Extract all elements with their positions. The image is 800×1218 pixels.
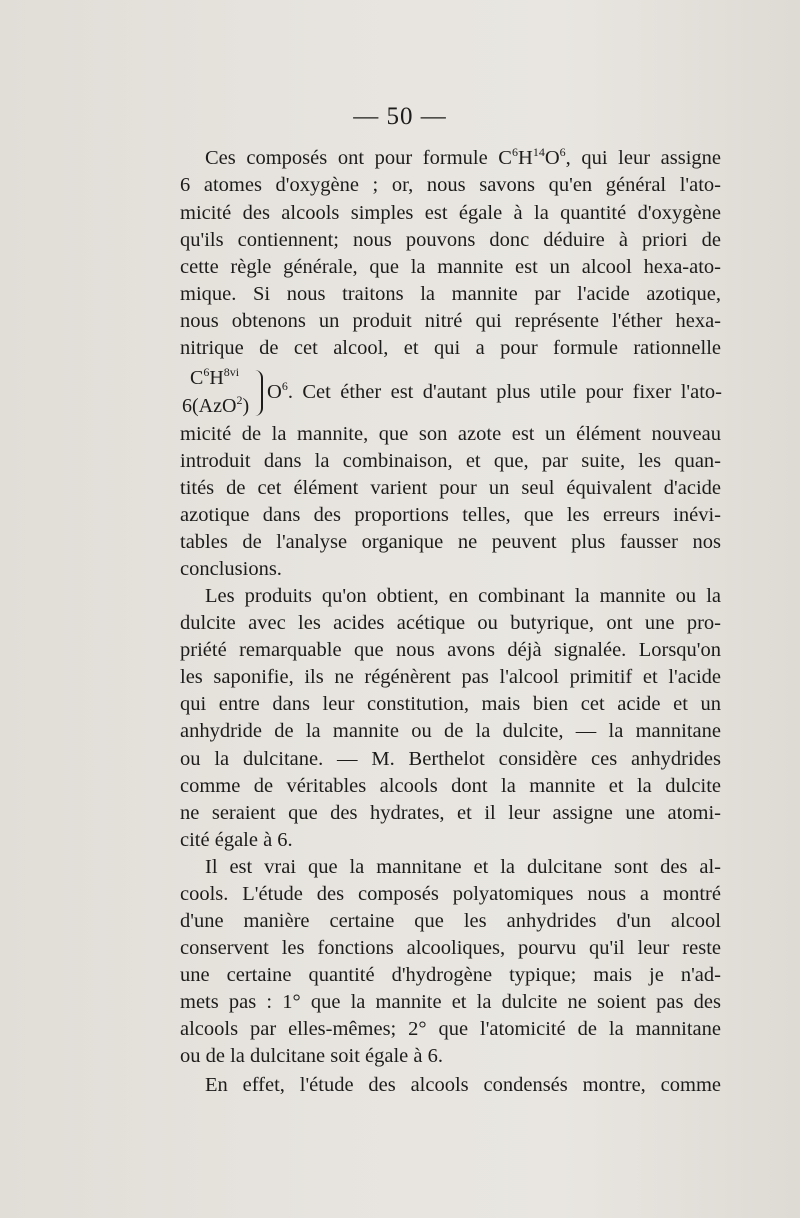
text-segment: Ces composés ont pour formule C [205,147,512,169]
superscript: 2 [236,393,243,407]
paragraph-3-line-5: qui entre dans leur constitution, mais bien cet acide et un [180,693,721,715]
superscript: 6 [281,379,288,393]
superscript: 6 [559,145,566,159]
paragraph-1-line-2: 6 atomes d'oxygène ; or, nous savons qu'en général l'ato- [180,174,721,196]
paragraph-1-line-6: mique. Si nous traitons la mannite par l'acide azotique, [180,283,721,305]
paragraph-2-line-4: azotique dans des proportions telles, que les erreurs inévi- [180,504,721,526]
superscript: 8vi [223,365,240,379]
text-segment: , qui leur assigne [565,147,721,169]
page-number: — 50 — [353,103,447,130]
formula-nitro-group [182,395,249,417]
paragraph-3-line-6: anhydride de la mannite ou de la dulcite, — la mannitane [180,720,721,742]
rational-formula [182,367,722,421]
paragraph-2-line-1: micité de la mannite, que son azote est un élément nouveau [180,423,721,445]
paragraph-1-line-5: cette règle générale, que la mannite est un alcool hexa-ato- [180,256,721,278]
paragraph-3-line-7: ou la dulcitane. — M. Berthelot considère ces anhydrides [180,748,721,770]
paragraph-3-line-8: comme de véritables alcools dont la mannite et la dulcite [180,775,721,797]
paragraph-4-line-8: ou de la dulcitane soit égale à 6. [180,1045,443,1067]
paragraph-4-line-5: une certaine quantité d'hydrogène typique; mais je n'ad- [180,964,721,986]
paragraph-1-line-8: nitrique de cet alcool, et qui a pour formule rationnelle [180,337,721,359]
text-segment: C [190,367,204,389]
paragraph-2-line-3: tités de cet élément varient pour un seul équivalent d'acide [180,477,721,499]
paragraph-1-line-7: nous obtenons un produit nitré qui représente l'éther hexa- [180,310,721,332]
paragraph-1-line-1 [205,145,721,171]
paragraph-1-line-4: qu'ils contiennent; nous pouvons donc déduire à priori de [180,229,721,251]
text-segment: . Cet éther est d'autant plus utile pour fixer l'ato- [287,381,722,403]
paragraph-2-line-2: introduit dans la combinaison, et que, par suite, les quan- [180,450,721,472]
paragraph-4-line-3: d'une manière certaine que les anhydrides d'un alcool [180,910,721,932]
paragraph-3-line-9: ne seraient que des hydrates, et il leur assigne une atomi- [180,802,721,824]
text-segment: H [209,367,224,389]
paragraph-4-line-7: alcools par elles-mêmes; 2° que l'atomicité de la mannitane [180,1018,721,1040]
paragraph-4-line-6: mets pas : 1° que la mannite et la dulcite ne soient pas des [180,991,721,1013]
paragraph-5-line-1: En effet, l'étude des alcools condensés montre, comme [205,1074,721,1096]
superscript: 14 [532,145,545,159]
paragraph-4-line-1: Il est vrai que la mannitane et la dulcitane sont des al- [205,856,721,878]
paragraph-3-line-10: cité égale à 6. [180,829,293,851]
brace [254,370,263,416]
superscript: 6 [203,365,210,379]
paragraph-1-line-3: micité des alcools simples est égale à la quantité d'oxygène [180,202,721,224]
formula-radical [190,367,239,389]
paragraph-3-line-1: Les produits qu'on obtient, en combinant la mannite ou la [205,585,721,607]
paragraph-2-line-6: conclusions. [180,558,282,580]
text-segment: ) [242,395,250,417]
text-segment: H [518,147,533,169]
text-segment: 6(AzO [182,395,237,417]
formula-continuation [267,379,722,405]
paragraph-3-line-2: dulcite avec les acides acétique ou butyrique, ont une pro- [180,612,721,634]
text-segment: O [267,381,282,403]
paragraph-3-line-4: les saponifie, ils ne régénèrent pas l'alcool primitif et l'acide [180,666,721,688]
text-segment: O [544,147,560,169]
superscript: 6 [512,145,518,159]
paragraph-4-line-4: conservent les fonctions alcooliques, pourvu qu'il leur reste [180,937,721,959]
paragraph-3-line-3: priété remarquable que nous avons déjà signalée. Lorsqu'on [180,639,721,661]
paragraph-4-line-2: cools. L'étude des composés polyatomiques nous a montré [180,883,721,905]
paragraph-2-line-5: tables de l'analyse organique ne peuvent plus fausser nos [180,531,721,553]
